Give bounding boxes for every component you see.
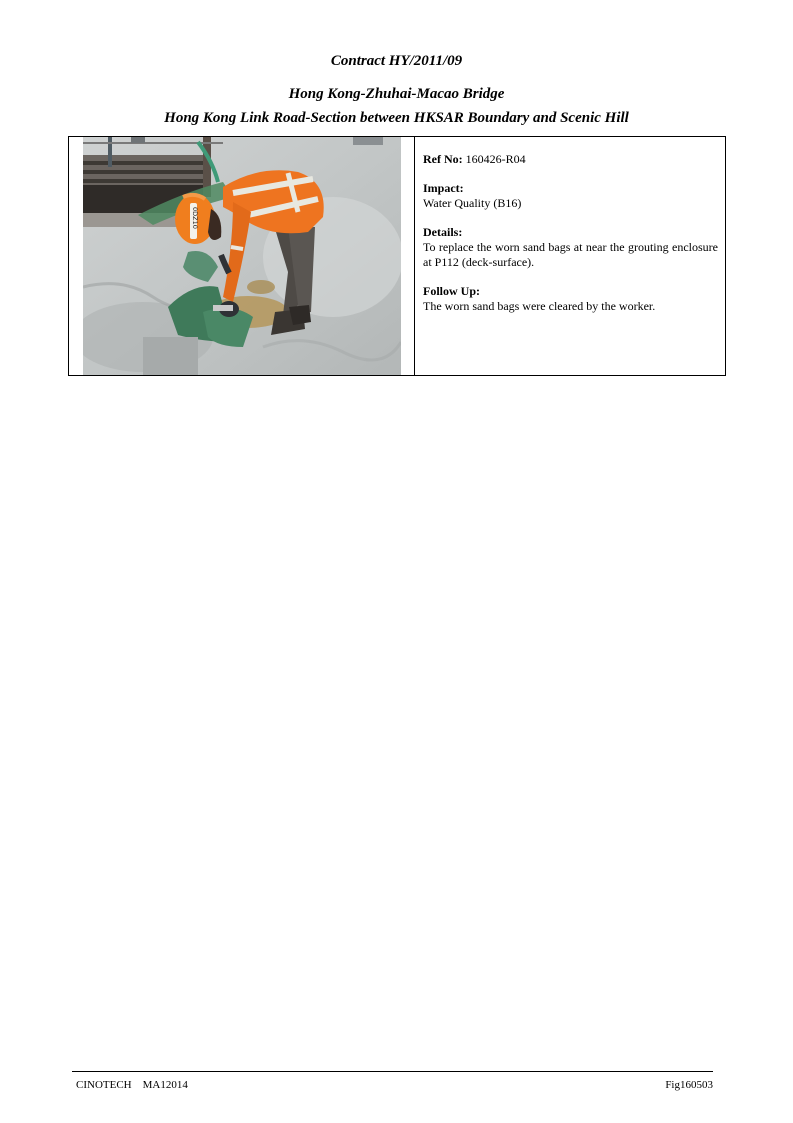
site-photo: [83, 137, 401, 375]
footer-figure-number: Fig160503: [665, 1079, 713, 1091]
impact-label: Impact:: [423, 181, 464, 195]
ref-no-value: 160426-R04: [465, 152, 526, 166]
ref-no-entry: [423, 152, 718, 167]
record-details: [415, 137, 725, 375]
impact-value: Water Quality (B16): [423, 196, 522, 210]
helmet-number: 0DZ10: [191, 207, 199, 229]
record-table: [68, 136, 726, 376]
project-title: Hong Kong-Zhuhai-Macao Bridge: [288, 86, 505, 102]
site-photo-illustration: [83, 137, 401, 375]
section-title: Hong Kong Link Road-Section between HKSAR Boundary and Scenic Hill: [164, 110, 629, 126]
contract-title: Contract HY/2011/09: [330, 53, 463, 69]
footer-report-code: MA12014: [142, 1079, 188, 1091]
follow-up-entry: [423, 284, 718, 314]
details-value: To replace the worn sand bags at near the grouting enclosure at P112 (deck-surface).: [423, 240, 718, 269]
footer-company: CINOTECH: [76, 1079, 132, 1091]
details-entry: [423, 225, 718, 270]
impact-entry: [423, 181, 718, 211]
footer-left: [76, 1078, 188, 1092]
follow-up-label: Follow Up:: [423, 284, 480, 298]
footer-divider: [72, 1071, 713, 1072]
follow-up-value: The worn sand bags were cleared by the worker.: [423, 299, 656, 313]
ref-no-label: Ref No:: [423, 152, 463, 166]
photo-cell: [69, 137, 415, 375]
details-label: Details:: [423, 225, 463, 239]
